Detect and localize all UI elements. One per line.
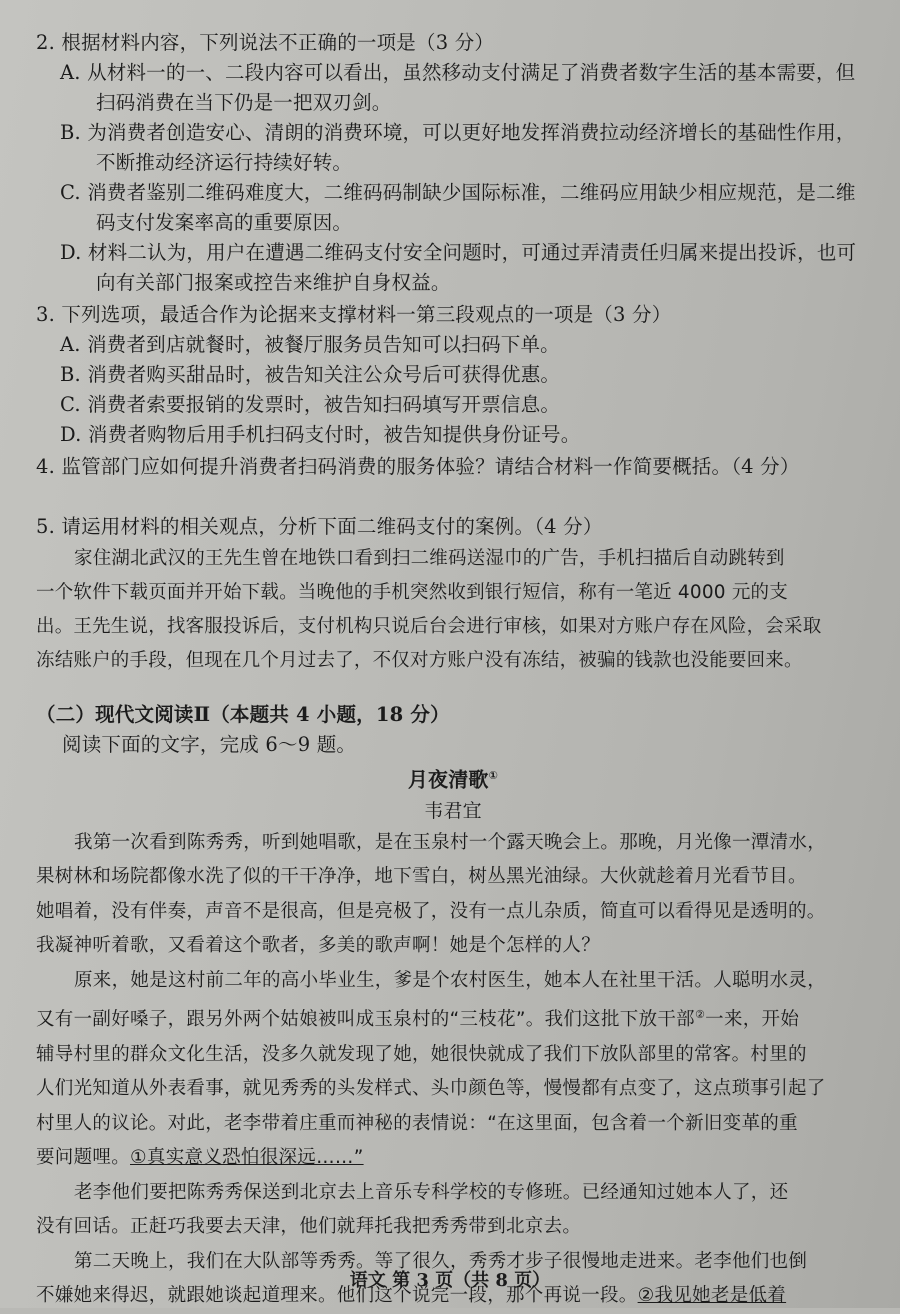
option-b-cont: 不断推动经济运行持续好转。 xyxy=(96,151,353,174)
section-heading: （二）现代文阅读Ⅱ（本题共 4 小题，18 分） xyxy=(36,703,450,726)
footnote-mark: ② xyxy=(694,1008,706,1022)
paragraph-line: 原来，她是这村前二年的高小毕业生，爹是个农村医生，她本人在社里干活。人聪明水灵， xyxy=(74,969,827,991)
case-line: 冻结账户的手段，但现在几个月过去了，不仅对方账户没有冻结，被骗的钱款也没能要回来。 xyxy=(36,650,803,671)
case-line: 出。王先生说，找客服投诉后，支付机构只说后台会进行审核，如果对方账户存在风险，会采取 xyxy=(36,616,822,637)
text-run: 要问题哩。 xyxy=(36,1147,131,1169)
paragraph-line: 她唱着，没有伴奏，声音不是很高，但是亮极了，没有一点儿杂质，简直可以看得见是透明的。 xyxy=(36,900,826,922)
option-a: A. 消费者到店就餐时，被餐厅服务员告知可以扫码下单。 xyxy=(60,333,560,356)
text-run: 不嫌她来得迟，就跟她谈起道理来。他们这个说完一段，那个再说一段。 xyxy=(36,1285,638,1307)
question-2 xyxy=(36,28,870,298)
text-run: 又有一副好嗓子，跟另外两个姑娘被叫成玉泉村的“三枝花”。我们这批下放干部 xyxy=(36,1009,695,1031)
option-d: D. 材料二认为，用户在遭遇二维码支付安全问题时，可通过弄清责任归属来提出投诉，也可 xyxy=(60,241,857,264)
page-footer: 语文 第 3 页（共 8 页） xyxy=(349,1270,551,1291)
underlined-sentence-1: ①真实意义恐怕很深远……” xyxy=(130,1147,364,1169)
option-c: C. 消费者索要报销的发票时，被告知扫码填写开票信息。 xyxy=(60,393,561,416)
option-d-cont: 向有关部门报案或控告来维护自身权益。 xyxy=(96,271,451,294)
underlined-sentence-2: ②我见她老是低着 xyxy=(637,1285,787,1307)
option-b: B. 消费者购买甜品时，被告知关注公众号后可获得优惠。 xyxy=(60,363,561,386)
paragraph-line: 没有回话。正赶巧我要去天津，他们就拜托我把秀秀带到北京去。 xyxy=(36,1216,582,1238)
case-line: 一个软件下载页面并开始下载。当晚他的手机突然收到银行短信，称有一笔近 4000 元的支 xyxy=(36,582,788,603)
case-line: 家住湖北武汉的王先生曾在地铁口看到扫二维码送湿巾的广告，手机扫描后自动跳转到 xyxy=(74,548,785,569)
option-c-cont: 码支付发案率高的重要原因。 xyxy=(96,211,353,234)
paragraph-line: 我凝神听着歌，又看着这个歌者，多美的歌声啊！她是个怎样的人？ xyxy=(36,935,601,957)
option-c: C. 消费者鉴别二维码难度大，二维码码制缺少国际标准，二维码应用缺少相应规范，是二维 xyxy=(60,181,856,204)
passage-body xyxy=(36,826,870,1314)
question-2-stem: 2. 根据材料内容，下列说法不正确的一项是（3 分） xyxy=(36,31,495,54)
paragraph-line: 辅导村里的群众文化生活，没多久就发现了她，她很快就成了我们下放队部里的常客。村里的 xyxy=(36,1043,807,1065)
paragraph-line: 第二天晚上，我们在大队部等秀秀。等了很久，秀秀才步子很慢地走进来。老李他们也倒 xyxy=(74,1250,808,1272)
question-5 xyxy=(36,512,870,678)
section-2 xyxy=(36,700,870,826)
paragraph-line: 人们光知道从外表看事，就见秀秀的头发样式、头巾颜色等，慢慢都有点变了，这点琐事引起了 xyxy=(36,1078,826,1100)
text-run: 一来，开始 xyxy=(705,1009,800,1031)
option-b: B. 为消费者创造安心、清朗的消费环境，可以更好地发挥消费拉动经济增长的基础性作用， xyxy=(60,121,856,144)
paragraph-line: 村里人的议论。对此，老李带着庄重而神秘的表情说：“在这里面，包含着一个新旧变革的重 xyxy=(36,1112,798,1134)
question-3-stem: 3. 下列选项，最适合作为论据来支撑材料一第三段观点的一项是（3 分） xyxy=(36,303,672,326)
option-d: D. 消费者购物后用手机扫码支付时，被告知提供身份证号。 xyxy=(60,423,581,446)
title-footnote-mark: ① xyxy=(488,769,499,782)
passage-title xyxy=(36,760,870,796)
paragraph-line: 老李他们要把陈秀秀保送到北京去上音乐专科学校的专修班。已经通知过她本人了，还 xyxy=(74,1181,789,1203)
paragraph-line: 果树林和场院都像水洗了似的干干净净，地下雪白，树丛黑光油绿。大伙就趁着月光看节目。 xyxy=(36,866,807,888)
question-3 xyxy=(36,300,870,450)
paragraph-line xyxy=(36,1141,870,1176)
paragraph-line xyxy=(36,998,870,1038)
question-5-stem: 5. 请运用材料的相关观点，分析下面二维码支付的案例。（4 分） xyxy=(36,515,603,538)
option-a-cont: 扫码消费在当下仍是一把双刃剑。 xyxy=(96,91,392,114)
passage-title-text: 月夜清歌 xyxy=(407,767,489,792)
question-4-stem: 4. 监管部门应如何提升消费者扫码消费的服务体验？请结合材料一作简要概括。（4 分） xyxy=(36,455,800,478)
section-instruction: 阅读下面的文字，完成 6～9 题。 xyxy=(62,733,357,756)
passage-author: 韦君宜 xyxy=(424,799,482,822)
option-a: A. 从材料一的一、二段内容可以看出，虽然移动支付满足了消费者数字生活的基本需要，但 xyxy=(60,61,856,84)
paragraph-line: 我第一次看到陈秀秀，听到她唱歌，是在玉泉村一个露天晚会上。那晚，月光像一潭清水， xyxy=(74,831,827,853)
